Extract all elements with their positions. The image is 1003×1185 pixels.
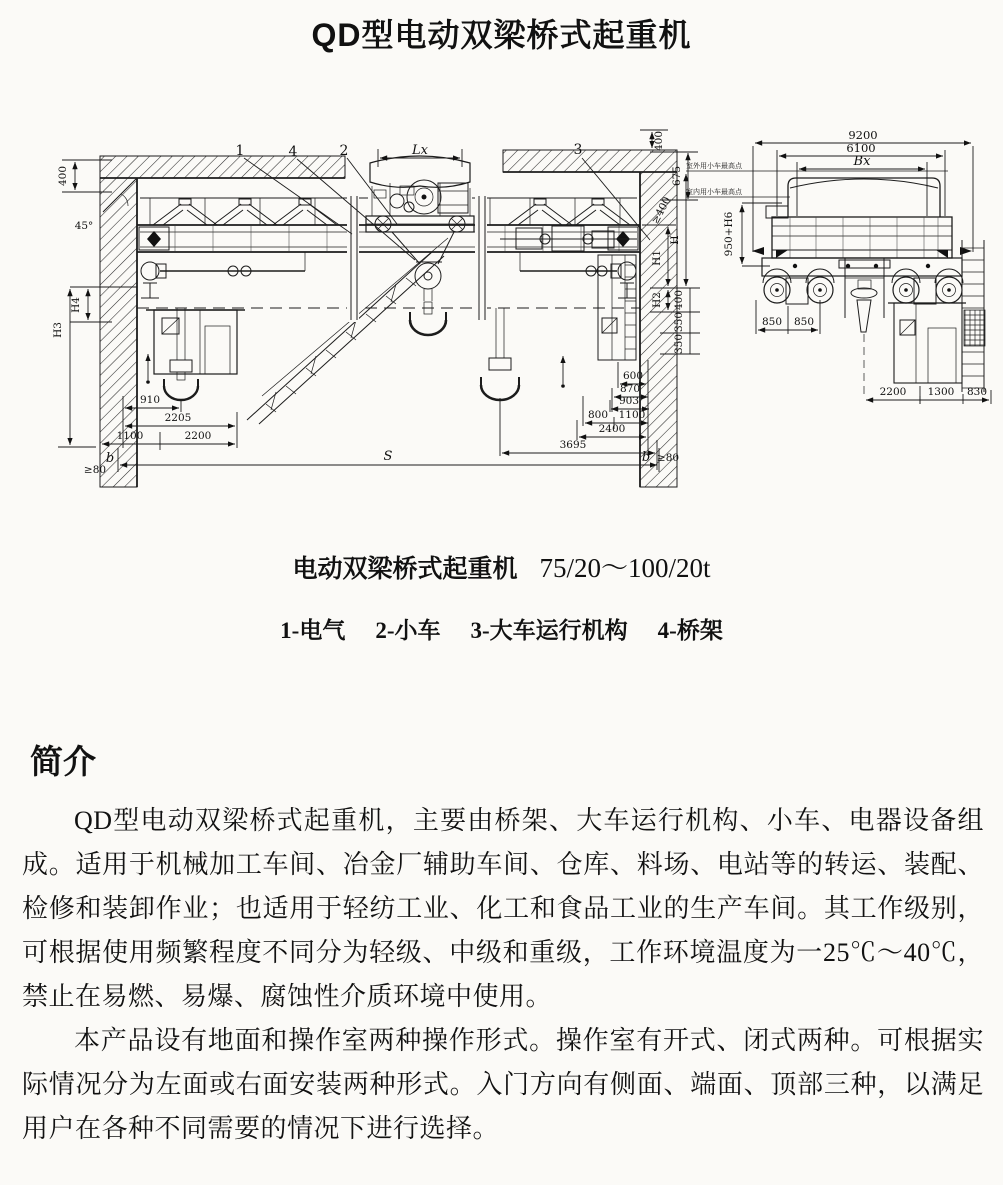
- legend-item-trolley: 2-小车: [375, 618, 441, 643]
- dim-h4: H4: [70, 297, 82, 313]
- intro-paragraph-2: 本产品设有地面和操作室两种操作形式。操作室有开式、闭式两种。可根据实际情况分为左面或右面安装两种形式。入门方向有侧面、端面、顶部三种，以满足用户在各种不同需要的情况下进行选择。: [22, 1026, 984, 1143]
- hook-travel-arrow-left: [146, 354, 150, 384]
- figure-caption: [0, 546, 1003, 585]
- bridge-walkway: [140, 198, 637, 225]
- intro-body: [22, 799, 984, 1151]
- side-trolley: [766, 178, 940, 218]
- dim-h2: H2: [651, 292, 663, 308]
- dim-1100-right: 1100: [618, 409, 646, 421]
- section-heading-intro: 简介: [30, 743, 96, 780]
- crane-technical-drawing: [0, 0, 1003, 500]
- dim-2200-left: 2200: [184, 430, 212, 442]
- side-view: [686, 128, 991, 404]
- dim-ge80-right: ≥80: [656, 452, 680, 464]
- dim-400-right: 400: [673, 289, 685, 311]
- callout-4: 4: [288, 144, 298, 160]
- vent-grid: [964, 310, 985, 346]
- dim-b-left: b: [105, 451, 115, 466]
- side-girders: [752, 217, 972, 258]
- dim-ge400: ≥400: [649, 195, 674, 227]
- dim-9200: 9200: [848, 128, 878, 142]
- figure-caption-title: 电动双梁桥式起重机: [292, 555, 518, 583]
- dim-600: 600: [622, 370, 644, 382]
- dim-1100-left: 1100: [116, 430, 144, 442]
- figure-caption-spec: 75/20～100/20t: [539, 553, 711, 583]
- note-outdoor-trolley-highpoint: 室外用小车最高点: [686, 162, 742, 170]
- dim-s: S: [383, 449, 393, 464]
- dim-2205: 2205: [164, 412, 192, 424]
- dim-bx: Bx: [853, 154, 871, 169]
- side-cab: [888, 303, 985, 383]
- dim-6100: 6100: [846, 141, 876, 155]
- main-hook-block: [392, 232, 454, 335]
- dim-2400: 2400: [598, 423, 626, 435]
- dim-400-top-right: 400: [653, 130, 665, 152]
- cone-supports: [153, 199, 630, 225]
- front-view: [52, 130, 700, 487]
- side-end-carriage: [762, 258, 962, 276]
- dim-870: 870: [619, 383, 641, 395]
- legend-item-bridge: 4-桥架: [657, 618, 723, 643]
- intro-paragraph-1: QD型电动双梁桥式起重机，主要由桥架、大车运行机构、小车、电器设备组成。适用于机械加工车间、冶金厂辅助车间、仓库、料场、电站等的转运、装配、检修和装卸作业；也适用于轻纺工业、化工和食品工业的生产车间。其工作级别，可根据使用频繁程度不同分为轻级、中级和重级，工作环境温度为一25℃～40℃，禁止在易燃、易爆、腐蚀性介质环境中使用。: [22, 806, 984, 1011]
- dim-350-lower: 350: [673, 333, 685, 355]
- callout-1: 1: [235, 143, 245, 159]
- figure-legend: [0, 612, 1003, 645]
- side-wheels: [763, 269, 963, 304]
- dim-910: 910: [139, 394, 161, 406]
- girder-end-marker-left: [147, 231, 161, 247]
- rail-clamp-arrow-left: [752, 247, 764, 255]
- page-title: QD型电动双梁桥式起重机: [311, 17, 692, 53]
- dim-830: 830: [966, 386, 988, 398]
- dim-lx: Lx: [412, 143, 428, 158]
- ceiling-right: [503, 150, 677, 172]
- trolley: [366, 156, 474, 232]
- dim-675: 675: [671, 165, 683, 187]
- dim-h3: H3: [52, 322, 64, 338]
- dim-angle-45: 45°: [74, 220, 94, 232]
- dim-1300: 1300: [927, 386, 955, 398]
- dim-b-right: b: [641, 450, 651, 465]
- left-hook: [164, 308, 198, 400]
- dim-h1: H1: [651, 250, 663, 266]
- dim-850-right: 850: [793, 316, 815, 328]
- legend-item-travel-mechanism: 3-大车运行机构: [470, 618, 628, 643]
- dim-h: H: [669, 235, 681, 245]
- dim-2200: 2200: [879, 386, 907, 398]
- dim-850-left: 850: [761, 316, 783, 328]
- dim-350-upper: 350: [673, 311, 685, 333]
- dim-3695: 3695: [559, 439, 587, 451]
- dim-400-top-left: 400: [57, 165, 69, 187]
- side-hook-assembly: [839, 258, 890, 398]
- callout-3: 3: [573, 142, 583, 158]
- dim-903: 903: [618, 395, 640, 407]
- dim-950-h6: 950+H6: [723, 211, 735, 257]
- hook-travel-arrow-right: [561, 356, 565, 388]
- legend-item-electrical: 1-电气: [280, 618, 346, 643]
- dim-ge80-left: ≥80: [83, 464, 107, 476]
- note-indoor-trolley-highpoint: 室内用小车最高点: [686, 188, 742, 196]
- dim-800: 800: [587, 409, 609, 421]
- operator-cab: [146, 310, 245, 374]
- callout-2: 2: [339, 143, 349, 159]
